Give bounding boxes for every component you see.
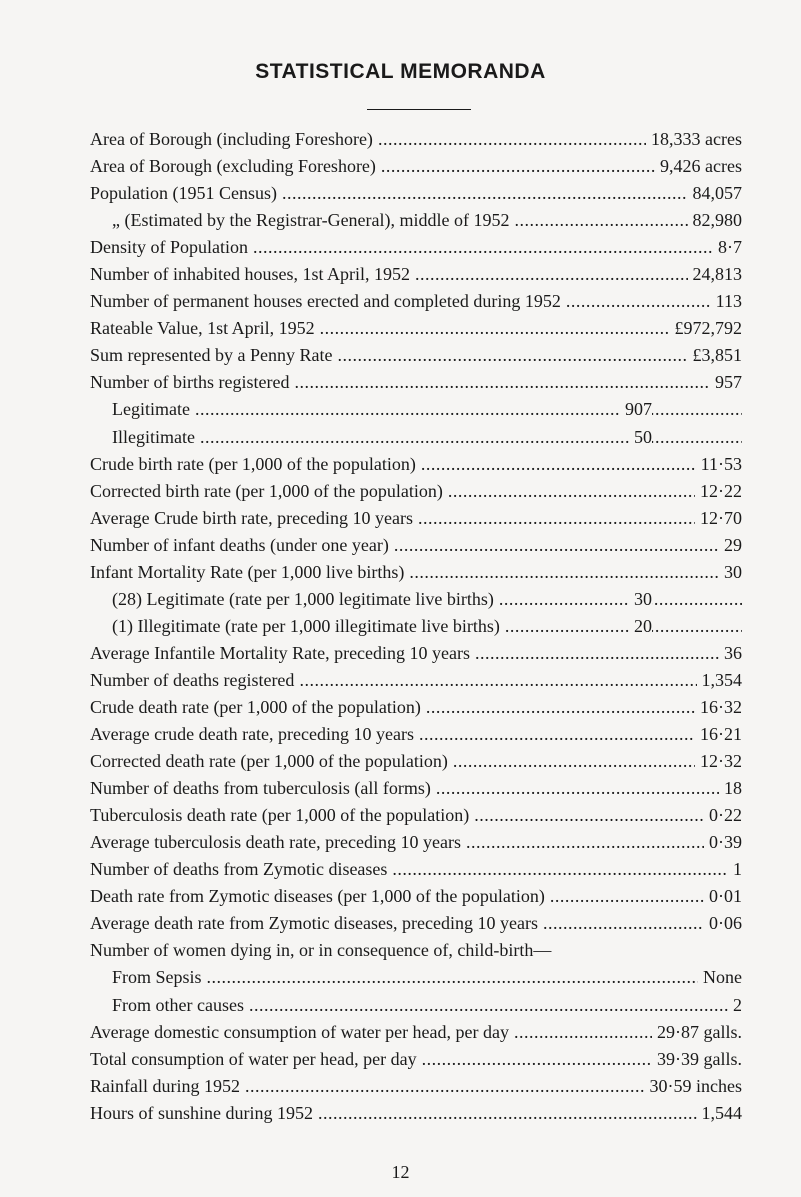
table-row [90, 586, 742, 613]
table-row [90, 1100, 742, 1127]
row-label: Infant Mortality Rate (per 1,000 live births) ..... [90, 559, 742, 586]
row-label: Sum represented by a Penny Rate ..... [90, 342, 742, 369]
table-row [90, 153, 742, 180]
row-label: Legitimate ..... [112, 396, 742, 423]
row-value: 39·39 galls. [652, 1046, 742, 1073]
row-value: 30 [629, 586, 652, 613]
row-value: £972,792 [670, 315, 743, 342]
row-label: Area of Borough (excluding Foreshore) ..... [90, 153, 742, 180]
row-label: Average tuberculosis death rate, preceding 10 years ..... [90, 829, 742, 856]
row-label: From Sepsis ..... [112, 964, 742, 991]
table-row [90, 261, 742, 288]
memoranda-list [90, 126, 742, 1127]
table-row [90, 992, 742, 1019]
row-label: Average crude death rate, preceding 10 years ..... [90, 721, 742, 748]
table-row [90, 424, 742, 451]
row-label: Number of births registered ..... [90, 369, 742, 396]
table-row [90, 829, 742, 856]
table-row [90, 964, 742, 991]
table-row [90, 288, 742, 315]
table-row [90, 613, 742, 640]
row-value: 2 [728, 992, 742, 1019]
table-row [90, 856, 742, 883]
row-value: 9,426 acres [655, 153, 742, 180]
row-label: Number of deaths from Zymotic diseases ..... [90, 856, 742, 883]
row-value: 16·32 [695, 694, 742, 721]
table-row [90, 207, 742, 234]
table-row [90, 694, 742, 721]
table-row [90, 802, 742, 829]
row-value: 12·22 [695, 478, 742, 505]
row-value: 8·7 [713, 234, 742, 261]
row-value: 0·01 [704, 883, 742, 910]
row-label: Corrected death rate (per 1,000 of the population) ..... [90, 748, 742, 775]
row-value: 11·53 [696, 451, 742, 478]
row-value: 1,544 [697, 1100, 743, 1127]
table-row [90, 1019, 742, 1046]
row-label: Crude birth rate (per 1,000 of the population) ..... [90, 451, 742, 478]
table-row [90, 451, 742, 478]
row-label: Crude death rate (per 1,000 of the population) ..... [90, 694, 742, 721]
row-label: Tuberculosis death rate (per 1,000 of the population) ..... [90, 802, 742, 829]
table-row [90, 126, 742, 153]
table-row [90, 369, 742, 396]
row-label: Number of deaths from tuberculosis (all forms) ..... [90, 775, 742, 802]
row-value: 0·22 [704, 802, 742, 829]
row-value: 30 [719, 559, 742, 586]
row-label: Density of Population ..... [90, 234, 742, 261]
row-value: 82,980 [688, 207, 743, 234]
table-row [90, 748, 742, 775]
table-row [90, 937, 742, 964]
table-row [90, 775, 742, 802]
row-label: Area of Borough (including Foreshore) ..... [90, 126, 742, 153]
row-label: Number of infant deaths (under one year) ..... [90, 532, 742, 559]
row-value: 12·70 [695, 505, 742, 532]
table-row [90, 396, 742, 423]
row-label: (1) Illegitimate (rate per 1,000 illegitimate live births) ..... [112, 613, 742, 640]
row-value: 957 [710, 369, 742, 396]
row-value: £3,851 [688, 342, 743, 369]
row-label: From other causes ..... [112, 992, 742, 1019]
row-value: 907 [620, 396, 652, 423]
table-row [90, 1073, 742, 1100]
table-row [90, 342, 742, 369]
row-label: Number of inhabited houses, 1st April, 1952 ..... [90, 261, 742, 288]
row-value: 36 [719, 640, 742, 667]
row-label: Death rate from Zymotic diseases (per 1,000 of the population) ..... [90, 883, 742, 910]
table-row [90, 532, 742, 559]
page-title: STATISTICAL MEMORANDA [255, 60, 546, 83]
row-value: 84,057 [688, 180, 743, 207]
page-number: 12 [391, 1162, 410, 1182]
row-label: Total consumption of water per head, per day ..... [90, 1046, 742, 1073]
row-value: 1 [728, 856, 742, 883]
row-label: Average domestic consumption of water per head, per day ..... [90, 1019, 742, 1046]
row-value: None [698, 964, 742, 991]
table-row [90, 721, 742, 748]
table-row [90, 180, 742, 207]
row-label: Number of women dying in, or in consequence of, child-birth— [90, 940, 552, 961]
row-value: 18 [719, 775, 742, 802]
row-label: Rateable Value, 1st April, 1952 ..... [90, 315, 742, 342]
row-label: Number of deaths registered ..... [90, 667, 742, 694]
table-row [90, 667, 742, 694]
row-value: 18,333 acres [646, 126, 742, 153]
title-rule [367, 109, 471, 110]
table-row [90, 315, 742, 342]
row-value: 24,813 [688, 261, 743, 288]
row-value: 29·87 galls. [652, 1019, 742, 1046]
row-label: Population (1951 Census) ..... [90, 180, 742, 207]
row-value: 0·39 [704, 829, 742, 856]
row-label: Hours of sunshine during 1952 ..... [90, 1100, 742, 1127]
row-value: 50 [629, 424, 652, 451]
row-value: 16·21 [695, 721, 742, 748]
table-row [90, 478, 742, 505]
row-value: 20 [629, 613, 652, 640]
row-label: Number of permanent houses erected and completed during 1952 ..... [90, 288, 742, 315]
row-label: Average death rate from Zymotic diseases, preceding 10 years ..... [90, 910, 742, 937]
table-row [90, 910, 742, 937]
row-label: (28) Legitimate (rate per 1,000 legitimate live births) ..... [112, 586, 742, 613]
row-value: 1,354 [697, 667, 743, 694]
row-label: Corrected birth rate (per 1,000 of the population) ..... [90, 478, 742, 505]
table-row [90, 559, 742, 586]
table-row [90, 505, 742, 532]
row-value: 0·06 [704, 910, 742, 937]
row-label: „ (Estimated by the Registrar-General), middle of 1952 ..... [112, 207, 742, 234]
row-value: 12·32 [695, 748, 742, 775]
row-label: Average Crude birth rate, preceding 10 years ..... [90, 505, 742, 532]
row-value: 113 [711, 288, 742, 315]
table-row [90, 640, 742, 667]
row-label: Average Infantile Mortality Rate, preceding 10 years ..... [90, 640, 742, 667]
row-label: Illegitimate ..... [112, 424, 742, 451]
row-value: 30·59 inches [645, 1073, 742, 1100]
row-label: Rainfall during 1952 ..... [90, 1073, 742, 1100]
table-row [90, 1046, 742, 1073]
table-row [90, 883, 742, 910]
table-row [90, 234, 742, 261]
row-value: 29 [719, 532, 742, 559]
